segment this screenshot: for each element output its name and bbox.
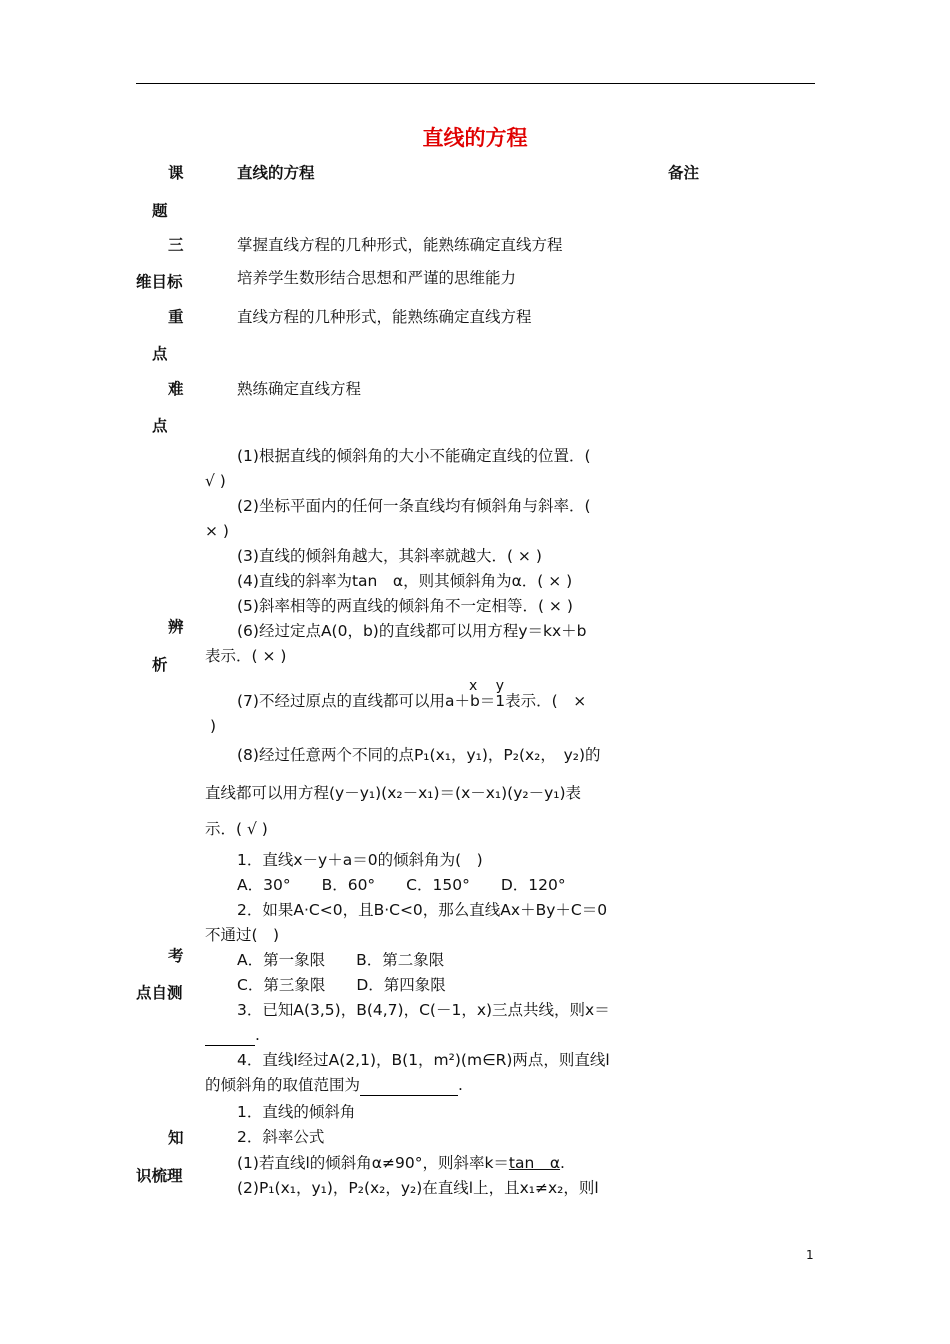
discern-item-2b: × ) [205,522,229,540]
knowledge-item-2: 2．斜率公式 [237,1128,325,1146]
question-4a: 4．直线l经过A(2,1)，B(1，m²)(m∈R)两点，则直线l [237,1051,610,1069]
goals-line-1: 掌握直线方程的几种形式，能熟练确定直线方程 [237,236,563,254]
header-rule [136,83,815,84]
question-2-options-2: C．第三象限 D．第四象限 [237,976,446,994]
topic-value: 直线的方程 [237,164,315,182]
question-2a: 2．如果A·C<0，且B·C<0，那么直线Ax＋By＋C＝0 [237,901,608,919]
knowledge-item-3-period: . [560,1154,565,1172]
discern-item-8b: 直线都可以用方程(y－y₁)(x₂－x₁)＝(x－x₁)(y₂－y₁)表 [205,784,582,802]
knowledge-label-2: 识梳理 [136,1167,183,1185]
answer-blank-4 [360,1075,458,1096]
selftest-label-2: 点自测 [136,984,183,1002]
question-3-period: . [255,1026,260,1044]
discern-item-7a: (7)不经过原点的直线都可以用a＋b＝1表示．( × [237,692,587,710]
key-label-2: 点 [152,345,168,363]
goals-label-1: 三 [168,236,184,254]
discern-item-6a: (6)经过定点A(0，b)的直线都可以用方程y＝kx＋b [237,622,587,640]
difficulty-label-1: 难 [168,380,184,398]
goals-line-2: 培养学生数形结合思想和严谨的思维能力 [237,269,517,287]
discern-item-7b: ) [210,717,217,735]
knowledge-item-3 [237,1153,565,1173]
discern-item-1b: √ ) [205,472,226,490]
discern-item-6b: 表示．( × ) [205,647,287,665]
topic-label-1: 课 [168,164,184,182]
question-4-period: . [458,1076,463,1094]
question-3b [205,1025,260,1046]
fraction-numerators: x y [469,678,505,694]
remarks-header: 备注 [668,164,700,182]
knowledge-item-3-answer: tan α [508,1154,561,1172]
question-1: 1．直线x－y＋a＝0的倾斜角为( ) [237,851,483,869]
question-3a: 3．已知A(3,5)，B(4,7)，C(－1，x)三点共线，则x＝ [237,1001,610,1019]
discern-item-5: (5)斜率相等的两直线的倾斜角不一定相等．( × ) [237,597,573,615]
knowledge-item-3-text: (1)若直线l的倾斜角α≠90°，则斜率k＝ [237,1154,509,1172]
knowledge-item-4: (2)P₁(x₁，y₁)，P₂(x₂，y₂)在直线l上，且x₁≠x₂，则l [237,1179,599,1197]
question-2b: 不通过( ) [205,926,280,944]
discern-item-8a: (8)经过任意两个不同的点P₁(x₁，y₁)，P₂(x₂， y₂)的 [237,746,601,764]
knowledge-item-1: 1．直线的倾斜角 [237,1103,356,1121]
difficulty-label-2: 点 [152,417,168,435]
discern-label-2: 析 [152,656,168,674]
difficulty-text: 熟练确定直线方程 [237,380,362,398]
discern-item-8c: 示．( √ ) [205,820,268,838]
key-label-1: 重 [168,308,184,326]
discern-item-1a: (1)根据直线的倾斜角的大小不能确定直线的位置．( [237,447,591,465]
question-1-options: A．30° B．60° C．150° D．120° [237,876,566,894]
question-2-options-1: A．第一象限 B．第二象限 [237,951,445,969]
page-number: 1 [806,1248,814,1262]
selftest-label-1: 考 [168,947,184,965]
question-4-text: 的倾斜角的取值范围为 [205,1076,361,1094]
discern-item-2a: (2)坐标平面内的任何一条直线均有倾斜角与斜率．( [237,497,591,515]
discern-item-3: (3)直线的倾斜角越大，其斜率就越大．( × ) [237,547,542,565]
key-text: 直线方程的几种形式，能熟练确定直线方程 [237,308,532,326]
answer-blank-3 [205,1025,255,1046]
question-4b [205,1075,463,1096]
discern-item-4: (4)直线的斜率为tan α，则其倾斜角为α．( × ) [237,572,573,590]
page-title: 直线的方程 [422,126,528,150]
knowledge-label-1: 知 [168,1129,184,1147]
topic-label-2: 题 [152,202,168,220]
discern-label-1: 辨 [168,618,184,636]
goals-label-2: 维目标 [136,273,183,291]
